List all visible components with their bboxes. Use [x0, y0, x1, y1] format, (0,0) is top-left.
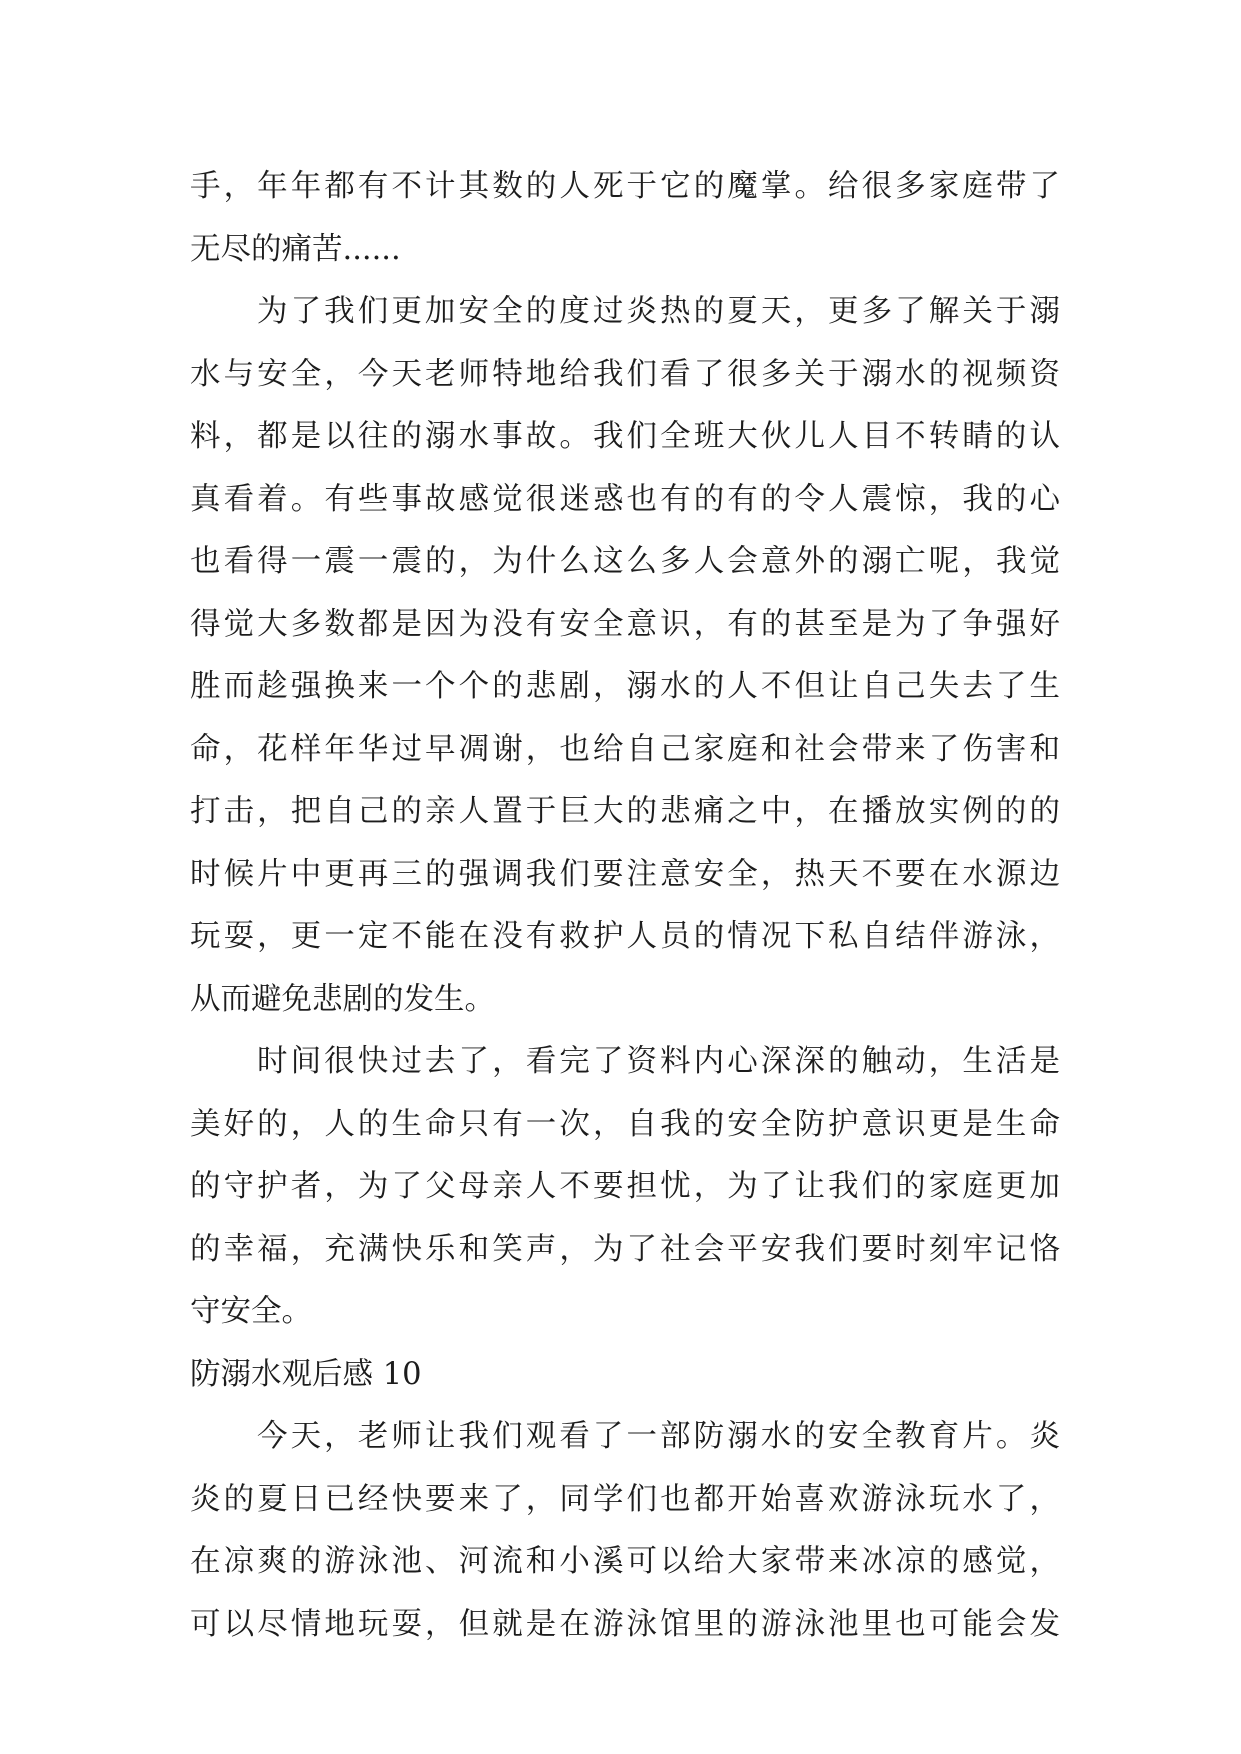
document-body	[190, 156, 1060, 1656]
text-line: 也看得一震一震的，为什么这么多人会意外的溺亡呢，我觉	[190, 544, 1060, 579]
text-line: 胜而趁强换来一个个的悲剧，溺水的人不但让自己失去了生	[190, 669, 1060, 704]
text-line: 得觉大多数都是因为没有安全意识，有的甚至是为了争强好	[190, 606, 1060, 642]
text-line: 炎的夏日已经快要来了，同学们也都开始喜欢游泳玩水了，	[190, 1481, 1060, 1517]
text-line: 无尽的痛苦......	[190, 231, 401, 267]
text-line: 的幸福，充满快乐和笑声，为了社会平安我们要时刻牢记恪	[190, 1231, 1060, 1267]
section-heading: 防溺水观后感 10	[190, 1356, 422, 1392]
paragraph-first-line: 为了我们更加安全的度过炎热的夏天，更多了解关于溺	[257, 294, 1060, 329]
text-line: 手，年年都有不计其数的人死于它的魔掌。给很多家庭带了	[190, 169, 1060, 204]
text-line: 从而避免悲剧的发生。	[190, 981, 495, 1017]
text-line: 命，花样年华过早凋谢，也给自己家庭和社会带来了伤害和	[190, 731, 1060, 767]
paragraph-first-line: 今天，老师让我们观看了一部防溺水的安全教育片。炎	[257, 1419, 1060, 1454]
text-line: 玩耍，更一定不能在没有救护人员的情况下私自结伴游泳，	[190, 919, 1060, 954]
text-line: 真看着。有些事故感觉很迷惑也有的有的令人震惊，我的心	[190, 481, 1060, 517]
text-line: 水与安全，今天老师特地给我们看了很多关于溺水的视频资	[190, 356, 1060, 392]
text-line: 打击，把自己的亲人置于巨大的悲痛之中，在播放实例的的	[190, 794, 1060, 829]
text-line: 时候片中更再三的强调我们要注意安全，热天不要在水源边	[190, 856, 1060, 892]
text-line: 可以尽情地玩耍，但就是在游泳馆里的游泳池里也可能会发	[190, 1606, 1060, 1642]
text-line: 料，都是以往的溺水事故。我们全班大伙儿人目不转睛的认	[190, 419, 1060, 454]
text-line: 的守护者，为了父母亲人不要担忧，为了让我们的家庭更加	[190, 1169, 1060, 1204]
text-line: 守安全。	[190, 1294, 312, 1329]
text-line: 美好的，人的生命只有一次，自我的安全防护意识更是生命	[190, 1106, 1060, 1142]
paragraph-first-line: 时间很快过去了，看完了资料内心深深的触动，生活是	[257, 1044, 1060, 1079]
text-line: 在凉爽的游泳池、河流和小溪可以给大家带来冰凉的感觉，	[190, 1544, 1060, 1579]
